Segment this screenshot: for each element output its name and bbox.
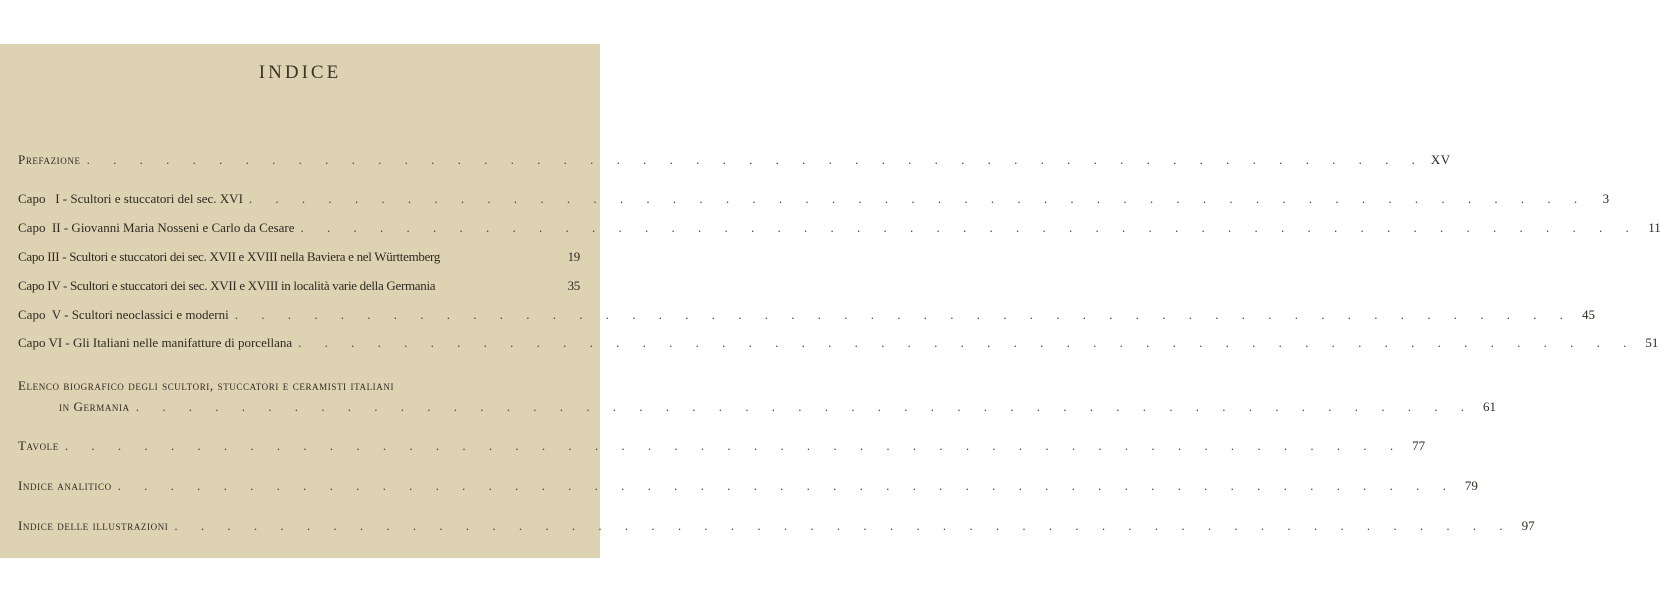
toc-page-number: 45 xyxy=(1581,307,1595,322)
toc-label: Indice analitico xyxy=(18,478,112,493)
page-title: INDICE xyxy=(258,62,342,83)
toc-label: Tavole xyxy=(18,438,59,453)
toc-entry-capo-1[interactable] xyxy=(18,191,1610,207)
toc-page-number: 3 xyxy=(1602,191,1610,206)
toc-entry-capo-5[interactable] xyxy=(18,307,1595,323)
leader-dots: . . . . . . . . . . . . . . . . . . . . . . . . . . . . . . . . . . . . . . . . . . . . . . . . . . . xyxy=(300,220,1639,235)
toc-page-number: 11 xyxy=(1648,220,1661,235)
toc-label: Capo I - Scultori e stuccatori del sec. XVI xyxy=(18,191,243,206)
toc-entry-capo-4[interactable] xyxy=(18,278,580,294)
leader-dots: . . . . . . . . . . . . . . . . . . . . . . . . . . . . . . . . . . . . . . . . . . . . . . . . . . . xyxy=(135,399,1474,414)
leader-dots: . . . . . . . . . . . . . . . . . . . . . . . . . . . . . . . . . . . . . . . . . . . . . . . . . . . xyxy=(174,518,1513,533)
toc-entry-tavole[interactable] xyxy=(18,438,1426,454)
toc-label: Elenco biografico degli scultori, stuccatori e ceramisti italiani xyxy=(18,378,395,393)
toc-entry-prefazione[interactable] xyxy=(18,152,1451,168)
leader-dots: . . . . . . . . . . . . . . . . . . . . . . . . . . . . . . . . . . . . . . . . . . . . . . . . . . . xyxy=(248,191,1588,206)
toc-label: in Germania xyxy=(59,399,130,414)
leader-dots: . . . . . . . . . . . . . . . . . . . . . . . . . . . . . . . . . . . . . . . . . . . . . . . . . . . xyxy=(64,438,1404,453)
toc-page-number: 19 xyxy=(567,249,580,264)
toc-entry-capo-6[interactable] xyxy=(18,335,1659,351)
leader-dots: . . . . . . . . . . . . . . . . . . . . . . . . . . . . . . . . . . . . . . . . . . . . . . . . . . . xyxy=(86,152,1425,167)
toc-page-number: 61 xyxy=(1482,399,1496,414)
toc-label: Capo III - Scultori e stuccatori dei sec. XVII e XVIII nella Baviera e nel Württemberg xyxy=(18,249,441,264)
toc-page-number: 51 xyxy=(1645,335,1659,350)
toc-label: Prefazione xyxy=(18,152,81,167)
toc-page-number: 79 xyxy=(1464,478,1478,493)
leader-dots: . . . . . . . . . . . . . . . . . . . . . . . . . . . . . . . . . . . . . . . . . . . . . . . . . . . xyxy=(117,478,1456,493)
index-page xyxy=(0,44,1661,558)
toc-entry-elenco-line2[interactable] xyxy=(59,399,1496,415)
toc-entry-capo-2[interactable] xyxy=(18,220,1661,236)
toc-entry-indice-illustrazioni[interactable] xyxy=(18,518,1535,534)
toc-label: Capo IV - Scultori e stuccatori dei sec. XVII e XVIII in località varie della Germania xyxy=(18,278,436,293)
toc-page-number: 97 xyxy=(1521,518,1535,533)
toc-page-number: 77 xyxy=(1412,438,1426,453)
toc-label: Capo VI - Gli Italiani nelle manifatture di porcellana xyxy=(18,335,293,350)
toc-page-number: 35 xyxy=(567,278,580,293)
toc-label: Indice delle illustrazioni xyxy=(18,518,169,533)
toc-entry-capo-3[interactable] xyxy=(18,249,580,265)
toc-label: Capo V - Scultori neoclassici e moderni xyxy=(18,307,229,322)
toc-entry-elenco-line1[interactable] xyxy=(18,378,580,394)
toc-entry-indice-analitico[interactable] xyxy=(18,478,1478,494)
toc-label: Capo II - Giovanni Maria Nosseni e Carlo da Cesare xyxy=(18,220,295,235)
toc-page-number: XV xyxy=(1430,152,1451,167)
leader-dots: . . . . . . . . . . . . . . . . . . . . . . . . . . . . . . . . . . . . . . . . . . . . . . . . . . . xyxy=(298,335,1637,350)
leader-dots: . . . . . . . . . . . . . . . . . . . . . . . . . . . . . . . . . . . . . . . . . . . . . . . . . . . xyxy=(234,307,1573,322)
